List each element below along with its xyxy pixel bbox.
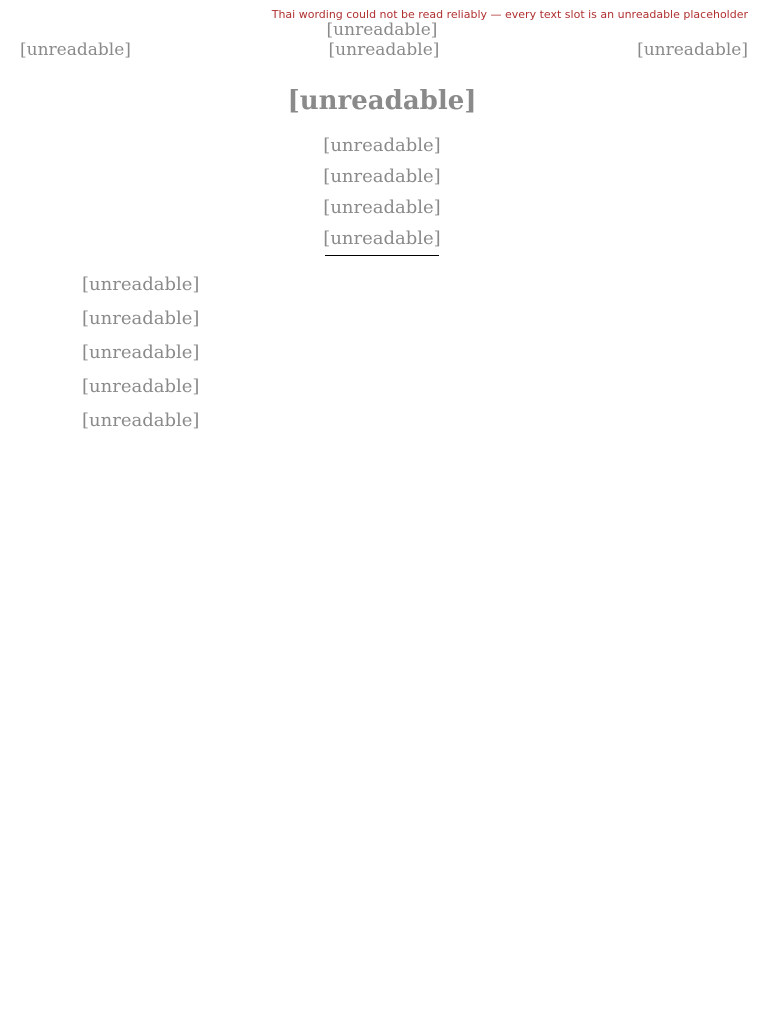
title-line: [unreadable] [323,166,441,187]
reading-notice: Thai wording could not be read reliably — every text slot is an unreadable placeholder [271,8,748,21]
body-paragraph: [unreadable] [82,410,200,431]
title-block [0,86,764,254]
title-line: [unreadable] [323,135,441,156]
title-divider [325,255,439,256]
publication-date: [unreadable] [637,40,748,60]
volume-issue: [unreadable] [20,40,131,60]
document-title: [unreadable] [287,86,477,116]
body-paragraph: [unreadable] [82,308,200,329]
body-paragraph: [unreadable] [82,274,200,295]
publication-name: [unreadable] [328,40,440,60]
document-body [18,268,746,438]
body-paragraph: [unreadable] [82,342,200,363]
title-line: [unreadable] [323,197,441,218]
gazette-header [20,40,748,60]
body-paragraph: [unreadable] [82,376,200,397]
page-number: [unreadable] [326,20,438,40]
title-line: [unreadable] [323,228,441,249]
